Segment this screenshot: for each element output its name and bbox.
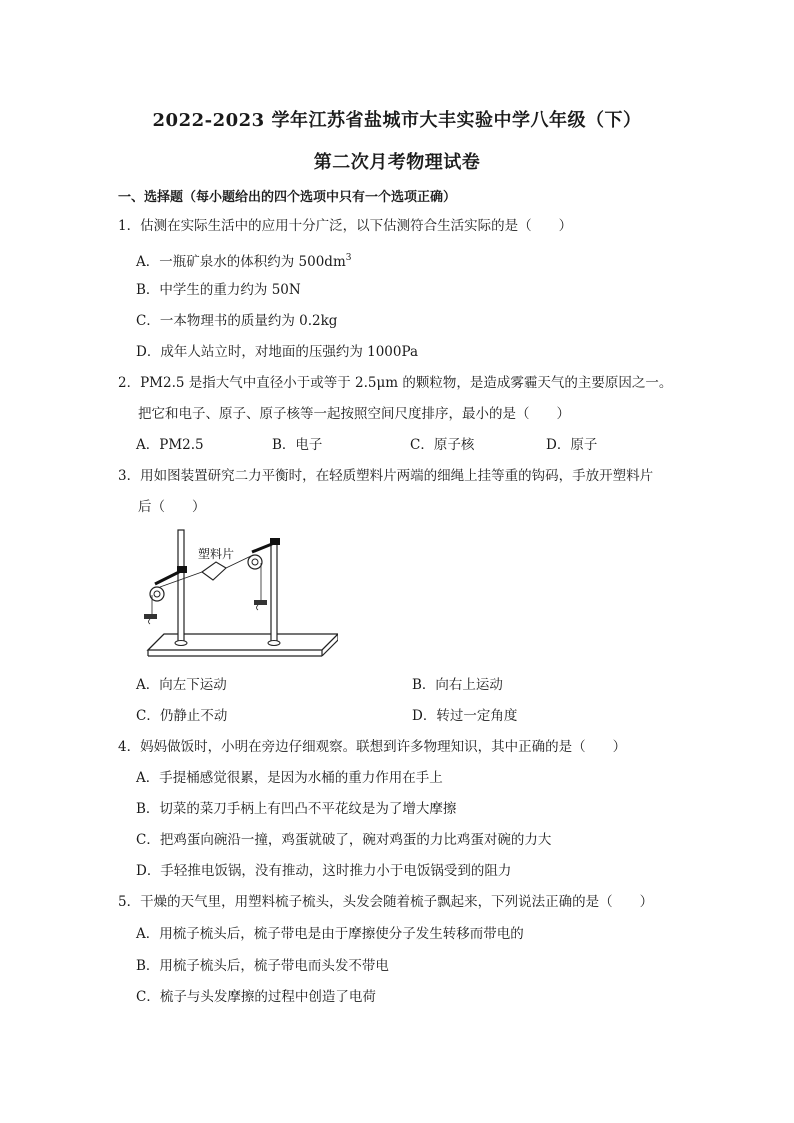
question-5-option-c: C．梳子与头发摩擦的过程中创造了电荷 [136, 989, 376, 1005]
question-1-option-c: C．一本物理书的质量约为 0.2kg [136, 313, 338, 329]
question-4-stem: 4．妈妈做饭时，小明在旁边仔细观察。联想到许多物理知识，其中正确的是（ ） [118, 739, 627, 755]
question-2-option-d: D．原子 [546, 437, 598, 453]
option-text: A．一瓶矿泉水的体积约为 500dm [136, 254, 346, 270]
question-1-option-d: D．成年人站立时，对地面的压强约为 1000Pa [136, 344, 418, 360]
question-4-option-b: B．切菜的菜刀手柄上有凹凸不平花纹是为了增大摩擦 [136, 801, 457, 817]
right-hook-weight [254, 600, 267, 605]
plastic-sheet-label: 塑料片 [198, 547, 235, 561]
question-3-option-b: B．向右上运动 [412, 677, 503, 693]
question-5-option-b: B．用梳子梳头后，梳子带电而头发不带电 [136, 958, 389, 974]
question-2-option-b: B．电子 [272, 437, 323, 453]
question-4-option-d: D．手轻推电饭锅，没有推动，这时推力小于电饭锅受到的阻力 [136, 863, 512, 879]
question-3-option-d: D．转过一定角度 [412, 708, 518, 724]
question-4-option-a: A．手提桶感觉很累，是因为水桶的重力作用在手上 [136, 770, 443, 786]
exam-title-line2: 第二次月考物理试卷 [313, 152, 481, 173]
plastic-sheet [202, 562, 226, 580]
question-2-stem-line1: 2．PM2.5 是指大气中直径小于或等于 2.5μm 的颗粒物，是造成雾霾天气的主要原因之一。 [118, 375, 673, 391]
two-force-balance-apparatus-figure [138, 522, 338, 664]
question-1-option-a [136, 249, 352, 271]
question-1-stem: 1．估测在实际生活中的应用十分广泛，以下估测符合生活实际的是（ ） [118, 218, 573, 234]
question-3-stem-line2: 后（ ） [138, 499, 206, 515]
question-2-option-c: C．原子核 [410, 437, 475, 453]
question-4-option-c: C．把鸡蛋向碗沿一撞，鸡蛋就破了，碗对鸡蛋的力比鸡蛋对碗的力大 [136, 832, 552, 848]
question-2-option-a: A．PM2.5 [136, 437, 204, 453]
question-3-option-a: A．向左下运动 [136, 677, 227, 693]
left-hook-weight [144, 614, 157, 619]
left-stand-rod [178, 530, 184, 644]
question-5-option-a: A．用梳子梳头后，梳子带电是由于摩擦使分子发生转移而带电的 [136, 926, 524, 942]
question-3-stem-line1: 3．用如图装置研究二力平衡时，在轻质塑料片两端的细绳上挂等重的钩码，手放开塑料片 [118, 468, 654, 484]
section-heading: 一、选择题（每小题给出的四个选项中只有一个选项正确） [118, 190, 457, 205]
question-3-option-c: C．仍静止不动 [136, 708, 228, 724]
question-1-option-b: B．中学生的重力约为 50N [136, 282, 301, 298]
exam-title-line1: 2022-2023 学年江苏省盐城市大丰实验中学八年级（下） [152, 110, 642, 131]
question-2-stem-line2: 把它和电子、原子、原子核等一起按照空间尺度排序，最小的是（ ） [138, 406, 570, 422]
right-stand-rod [271, 540, 277, 644]
question-5-stem: 5．干燥的天气里，用塑料梳子梳头，头发会随着梳子飘起来，下列说法正确的是（ ） [118, 894, 654, 910]
superscript: 3 [345, 253, 352, 263]
